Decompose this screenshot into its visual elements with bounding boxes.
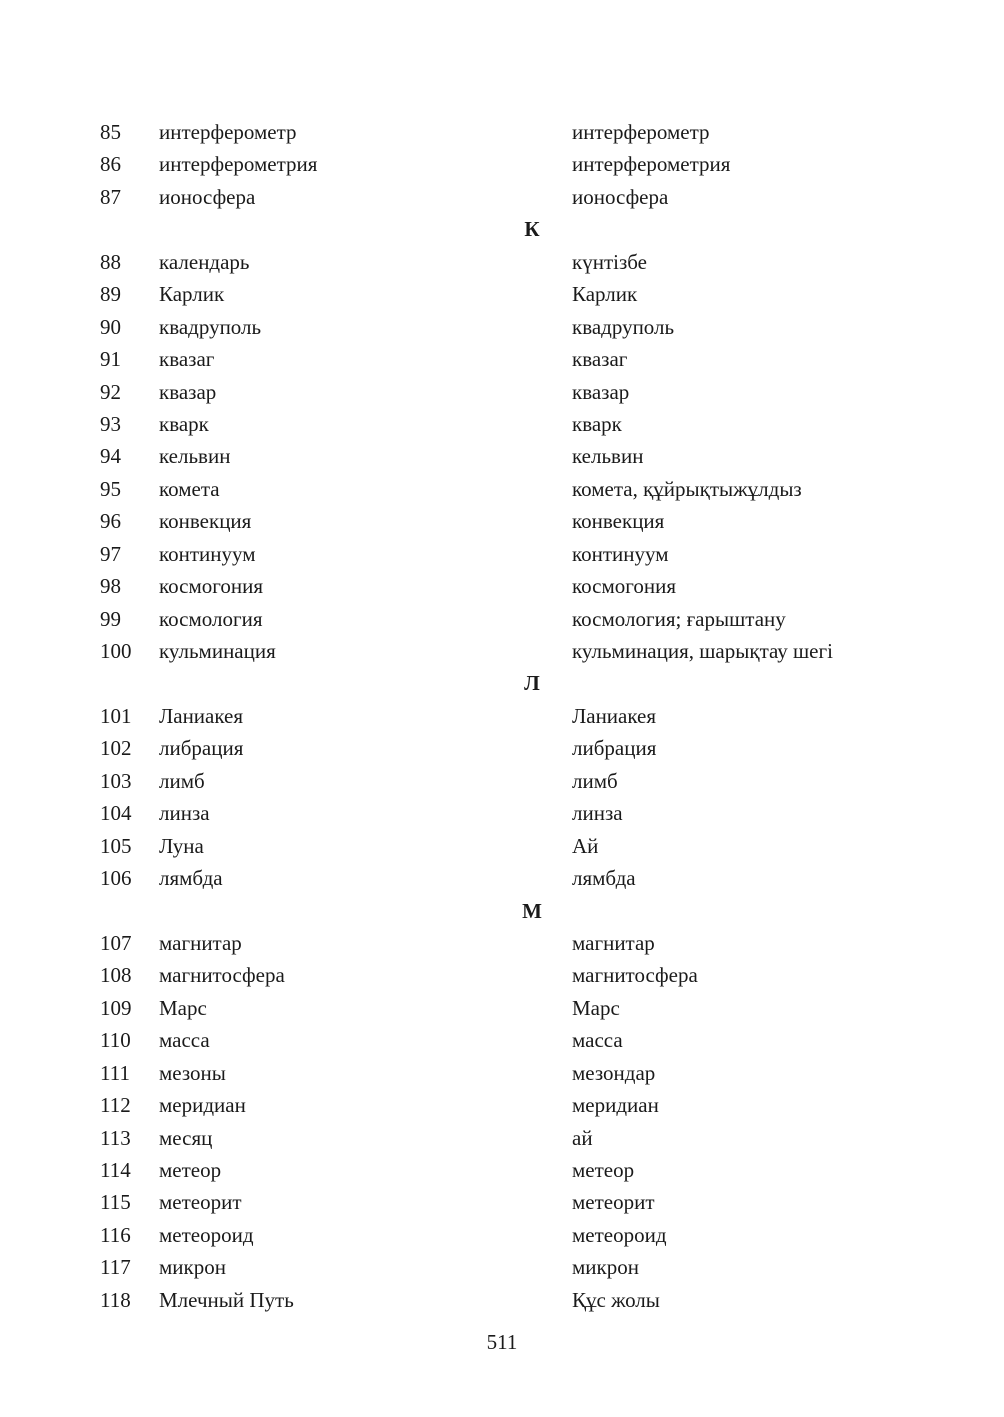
glossary-row: [0, 473, 1004, 505]
entry-number: 97: [100, 541, 121, 566]
russian-term: либрация: [159, 736, 244, 761]
entry-number: 88: [100, 249, 121, 274]
glossary-row: [0, 1219, 1004, 1251]
section-letter: М: [522, 898, 542, 923]
kazakh-term: квазар: [572, 379, 630, 404]
entry-number: 107: [100, 930, 132, 955]
kazakh-term: линза: [572, 801, 623, 826]
glossary-row: [0, 408, 1004, 440]
kazakh-term: микрон: [572, 1255, 639, 1280]
russian-term: Карлик: [159, 282, 225, 307]
section-letter: Л: [524, 671, 540, 696]
entry-number: 93: [100, 411, 121, 436]
russian-term: лимб: [159, 768, 205, 793]
russian-term: континуум: [159, 541, 256, 566]
russian-term: конвекция: [159, 509, 252, 534]
russian-term: квазаг: [159, 347, 215, 372]
kazakh-term: метеорит: [572, 1190, 655, 1215]
glossary-row: [0, 246, 1004, 278]
kazakh-term: интерферометр: [572, 120, 710, 144]
entry-number: 96: [100, 509, 121, 534]
russian-term: Млечный Путь: [159, 1287, 294, 1312]
entry-number: 85: [100, 120, 121, 144]
entry-number: 111: [100, 1060, 130, 1085]
russian-term: кварк: [159, 411, 209, 436]
kazakh-term: лямбда: [572, 866, 636, 891]
glossary-row: [0, 1057, 1004, 1089]
glossary-row: [0, 148, 1004, 180]
russian-term: Ланиакея: [159, 703, 244, 728]
glossary-row: [0, 635, 1004, 667]
entry-number: 112: [100, 1093, 131, 1118]
russian-term: мезоны: [159, 1060, 226, 1085]
entry-number: 115: [100, 1190, 131, 1215]
entry-number: 87: [100, 184, 121, 209]
glossary-row: [0, 440, 1004, 472]
russian-term: магнитар: [159, 930, 242, 955]
kazakh-term: интерферометрия: [572, 152, 731, 177]
entry-number: 89: [100, 282, 121, 307]
glossary-row: [0, 1089, 1004, 1121]
russian-term: магнитосфера: [159, 963, 285, 988]
russian-term: Марс: [159, 995, 207, 1020]
russian-term: квадруполь: [159, 314, 262, 339]
entry-number: 102: [100, 736, 132, 761]
entry-number: 103: [100, 768, 132, 793]
russian-term: месяц: [159, 1125, 213, 1150]
entry-number: 117: [100, 1255, 131, 1280]
kazakh-term: ай: [572, 1125, 593, 1150]
russian-term: микрон: [159, 1255, 226, 1280]
glossary-row: [0, 343, 1004, 375]
entry-number: 101: [100, 703, 132, 728]
glossary-table: [0, 116, 1004, 1316]
kazakh-term: кульминация, шарықтау шегі: [572, 639, 833, 663]
glossary-row: [0, 700, 1004, 732]
kazakh-term: метеор: [572, 1158, 635, 1182]
glossary-row: [0, 1186, 1004, 1218]
kazakh-term: магнитосфера: [572, 963, 698, 988]
kazakh-term: лимб: [572, 768, 618, 793]
kazakh-term: Ай: [572, 833, 599, 858]
kazakh-term: континуум: [572, 541, 669, 566]
section-letter-row: [0, 213, 1004, 245]
russian-term: масса: [159, 1028, 210, 1053]
section-letter: К: [524, 217, 540, 242]
entry-number: 91: [100, 347, 121, 372]
kazakh-term: кварк: [572, 411, 622, 436]
russian-term: лямбда: [159, 866, 223, 891]
kazakh-term: комета, құйрықтыжұлдыз: [572, 476, 802, 501]
kazakh-term: либрация: [572, 736, 657, 761]
entry-number: 98: [100, 574, 121, 599]
glossary-row: [0, 376, 1004, 408]
russian-term: метеорит: [159, 1190, 242, 1215]
entry-number: 113: [100, 1125, 131, 1150]
russian-term: календарь: [159, 249, 250, 274]
glossary-row: [0, 1251, 1004, 1283]
russian-term: интерферометр: [159, 120, 297, 144]
russian-term: Луна: [159, 833, 204, 858]
russian-term: линза: [159, 801, 210, 826]
glossary-row: [0, 1122, 1004, 1154]
kazakh-term: мезондар: [572, 1060, 656, 1085]
glossary-row: [0, 732, 1004, 764]
russian-term: ионосфера: [159, 184, 256, 209]
kazakh-term: кельвин: [572, 444, 644, 469]
entry-number: 108: [100, 963, 132, 988]
russian-term: метеор: [159, 1158, 222, 1182]
russian-term: метеороид: [159, 1222, 254, 1247]
russian-term: космология: [159, 606, 263, 631]
kazakh-term: Құс жолы: [572, 1287, 660, 1312]
entry-number: 118: [100, 1287, 131, 1312]
glossary-row: [0, 797, 1004, 829]
glossary-row: [0, 959, 1004, 991]
russian-term: кульминация: [159, 639, 276, 663]
page-number: 511: [486, 1330, 518, 1354]
russian-term: меридиан: [159, 1093, 246, 1118]
entry-number: 105: [100, 833, 132, 858]
entry-number: 90: [100, 314, 121, 339]
kazakh-term: Марс: [572, 995, 620, 1020]
russian-term: комета: [159, 476, 220, 501]
entry-number: 100: [100, 639, 132, 663]
russian-term: интерферометрия: [159, 152, 318, 177]
glossary-row: [0, 765, 1004, 797]
section-letter-row: [0, 895, 1004, 927]
entry-number: 116: [100, 1222, 131, 1247]
kazakh-term: Ланиакея: [572, 703, 657, 728]
entry-number: 109: [100, 995, 132, 1020]
glossary-row: [0, 927, 1004, 959]
kazakh-term: конвекция: [572, 509, 665, 534]
kazakh-term: күнтізбе: [572, 249, 647, 274]
russian-term: космогония: [159, 574, 263, 599]
entry-number: 86: [100, 152, 121, 177]
glossary-row: [0, 603, 1004, 635]
entry-number: 94: [100, 444, 121, 469]
glossary-row: [0, 1154, 1004, 1186]
glossary-row: [0, 538, 1004, 570]
kazakh-term: магнитар: [572, 930, 655, 955]
kazakh-term: масса: [572, 1028, 623, 1053]
section-letter-row: [0, 667, 1004, 699]
entry-number: 95: [100, 476, 121, 501]
kazakh-term: космология; ғарыштану: [572, 606, 786, 631]
entry-number: 106: [100, 866, 132, 891]
glossary-row: [0, 830, 1004, 862]
kazakh-term: квазаг: [572, 347, 628, 372]
glossary-row: [0, 862, 1004, 894]
glossary-row: [0, 505, 1004, 537]
entry-number: 104: [100, 801, 132, 826]
glossary-row: [0, 570, 1004, 602]
entry-number: 114: [100, 1158, 131, 1182]
entry-number: 92: [100, 379, 121, 404]
russian-term: кельвин: [159, 444, 231, 469]
glossary-row: [0, 311, 1004, 343]
kazakh-term: космогония: [572, 574, 676, 599]
kazakh-term: меридиан: [572, 1093, 659, 1118]
glossary-row: [0, 116, 1004, 148]
kazakh-term: квадруполь: [572, 314, 675, 339]
kazakh-term: Карлик: [572, 282, 638, 307]
glossary-row: [0, 1024, 1004, 1056]
glossary-row: [0, 1284, 1004, 1316]
glossary-row: [0, 181, 1004, 213]
glossary-row: [0, 278, 1004, 310]
glossary-row: [0, 992, 1004, 1024]
entry-number: 110: [100, 1028, 131, 1053]
kazakh-term: ионосфера: [572, 184, 669, 209]
russian-term: квазар: [159, 379, 217, 404]
entry-number: 99: [100, 606, 121, 631]
kazakh-term: метеороид: [572, 1222, 667, 1247]
